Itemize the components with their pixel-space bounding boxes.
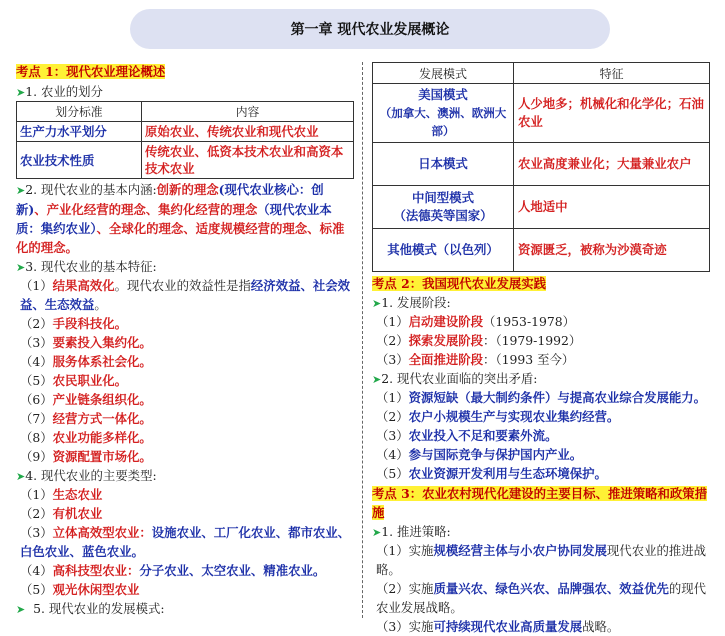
mode-name: 美国模式	[418, 87, 468, 102]
feature-1: （1）结果高效化。现代农业的效益性是指经济效益、社会效益、生态效益。	[20, 278, 351, 312]
list-item: （3）农业投入不足和要素外流。	[376, 428, 558, 443]
list-item: （8）农业功能多样化。	[20, 430, 152, 445]
table1-header-standard: 划分标准	[17, 102, 142, 122]
arrow-icon: ➤	[372, 526, 382, 539]
mode-name: 中间型模式	[412, 190, 474, 205]
s2-part: 、全球化的理念、适度规模经营的理念、标准化的理念。	[16, 221, 345, 255]
list-item: （2）探索发展阶段：（1979-1992）	[376, 333, 582, 348]
table-row	[373, 229, 710, 272]
list-item: （3）要素投入集约化。	[20, 335, 152, 350]
classification-table	[16, 101, 354, 179]
list-item: （5）观光休闲型农业	[20, 582, 140, 597]
s2-part: （现代农业本质：集约农业）	[16, 202, 332, 236]
table2-header-mode: 发展模式	[373, 63, 514, 84]
list-item: （4）参与国际竞争与保护国内产业。	[376, 447, 583, 462]
list-item: （4）高科技型农业：分子农业、太空农业、精准农业。	[20, 563, 326, 578]
table-row	[373, 84, 710, 143]
s4-heading: 4. 现代农业的主要类型:	[25, 468, 157, 483]
p3-heading: 1. 推进策略:	[381, 524, 451, 539]
table-row	[373, 186, 710, 229]
arrow-icon: ➤	[372, 297, 382, 310]
list-item: （5）农业资源开发利用与生态环境保护。	[376, 466, 607, 481]
table1-header-content: 内容	[142, 102, 354, 122]
right-column	[372, 62, 710, 636]
list-item: （1）资源短缺（最大制约条件）与提高农业综合发展能力。	[376, 390, 707, 405]
s2-part: 、产业化经营的理念、集约化经营的理念	[34, 202, 258, 217]
s3-heading: 3. 现代农业的基本特征:	[25, 259, 157, 274]
arrow-icon: ➤	[16, 184, 26, 197]
development-modes-table	[372, 62, 710, 272]
table2-header-feature: 特征	[514, 63, 710, 84]
table-row	[17, 122, 354, 142]
s2-part: 创新的理念	[156, 182, 219, 197]
list-item: （1）生态农业	[20, 487, 103, 502]
list-item: （2）有机农业	[20, 506, 103, 521]
mode-feature: 资源匮乏，被称为沙漠奇迹	[514, 229, 710, 272]
s2-part: (现代农业核心：创新)	[16, 182, 324, 217]
list-item: （6）产业链条组织化。	[20, 392, 152, 407]
table1-content: 传统农业、低资本技术农业和高资本技术农业	[142, 142, 354, 179]
mode-feature: 人少地多；机械化和化学化；石油农业	[514, 84, 710, 143]
table1-content: 原始农业、传统农业和现代农业	[142, 122, 354, 142]
s1-heading: 1. 农业的划分	[25, 84, 103, 99]
left-column	[16, 62, 354, 618]
mode-sub: （法德英等国家）	[393, 208, 493, 223]
mode-sub: （加拿大、澳洲、欧洲大部）	[379, 106, 507, 138]
kp2-heading: 考点 2：我国现代农业发展实践	[372, 276, 547, 291]
list-item: （2）实施质量兴农、绿色兴农、品牌强农、效益优先的现代农业发展战略。	[376, 581, 707, 615]
list-item: （9）资源配置市场化。	[20, 449, 152, 464]
list-item: （5）农民职业化。	[20, 373, 128, 388]
list-item: （1）启动建设阶段（1953-1978）	[376, 314, 576, 329]
arrow-icon: ➤	[16, 603, 26, 616]
list-item: （1）实施规模经营主体与小农户协同发展现代农业的推进战略。	[376, 543, 707, 577]
p1-heading: 1. 发展阶段:	[381, 295, 451, 310]
list-item: （4）服务体系社会化。	[20, 354, 152, 369]
table-row	[373, 143, 710, 186]
table1-std: 生产力水平划分	[17, 122, 142, 142]
arrow-icon: ➤	[372, 373, 382, 386]
p2-heading: 2. 现代农业面临的突出矛盾:	[381, 371, 538, 386]
arrow-icon: ➤	[16, 86, 26, 99]
s2-prefix: 2. 现代农业的基本内涵:	[25, 182, 157, 197]
table1-std: 农业技术性质	[17, 142, 142, 179]
arrow-icon: ➤	[16, 470, 26, 483]
column-divider	[362, 62, 363, 618]
mode-feature: 人地适中	[514, 186, 710, 229]
mode-name: 其他模式（以色列）	[373, 229, 514, 272]
list-item: （7）经营方式一体化。	[20, 411, 152, 426]
list-item: （3）实施可持续现代农业高质量发展战略。	[376, 619, 620, 634]
s2-paragraph	[16, 180, 354, 257]
kp3-heading: 考点 3：农业农村现代化建设的主要目标、推进策略和政策措施	[372, 486, 708, 520]
list-item: （3）立体高效型农业：设施农业、工厂化农业、都市农业、白色农业、蓝色农业。	[20, 525, 351, 559]
mode-name: 日本模式	[373, 143, 514, 186]
list-item: （2）农户小规模生产与实现农业集约经营。	[376, 409, 620, 424]
list-item: （3）全面推进阶段：（1993 至今）	[376, 352, 575, 367]
kp1-heading: 考点 1：现代农业理论概述	[16, 64, 166, 79]
arrow-icon: ➤	[16, 261, 26, 274]
table-row	[17, 142, 354, 179]
chapter-title: 第一章 现代农业发展概论	[130, 9, 610, 49]
mode-feature: 农业高度兼业化；大量兼业农户	[514, 143, 710, 186]
s5-heading: 5. 现代农业的发展模式:	[33, 601, 165, 616]
list-item: （2）手段科技化。	[20, 316, 128, 331]
